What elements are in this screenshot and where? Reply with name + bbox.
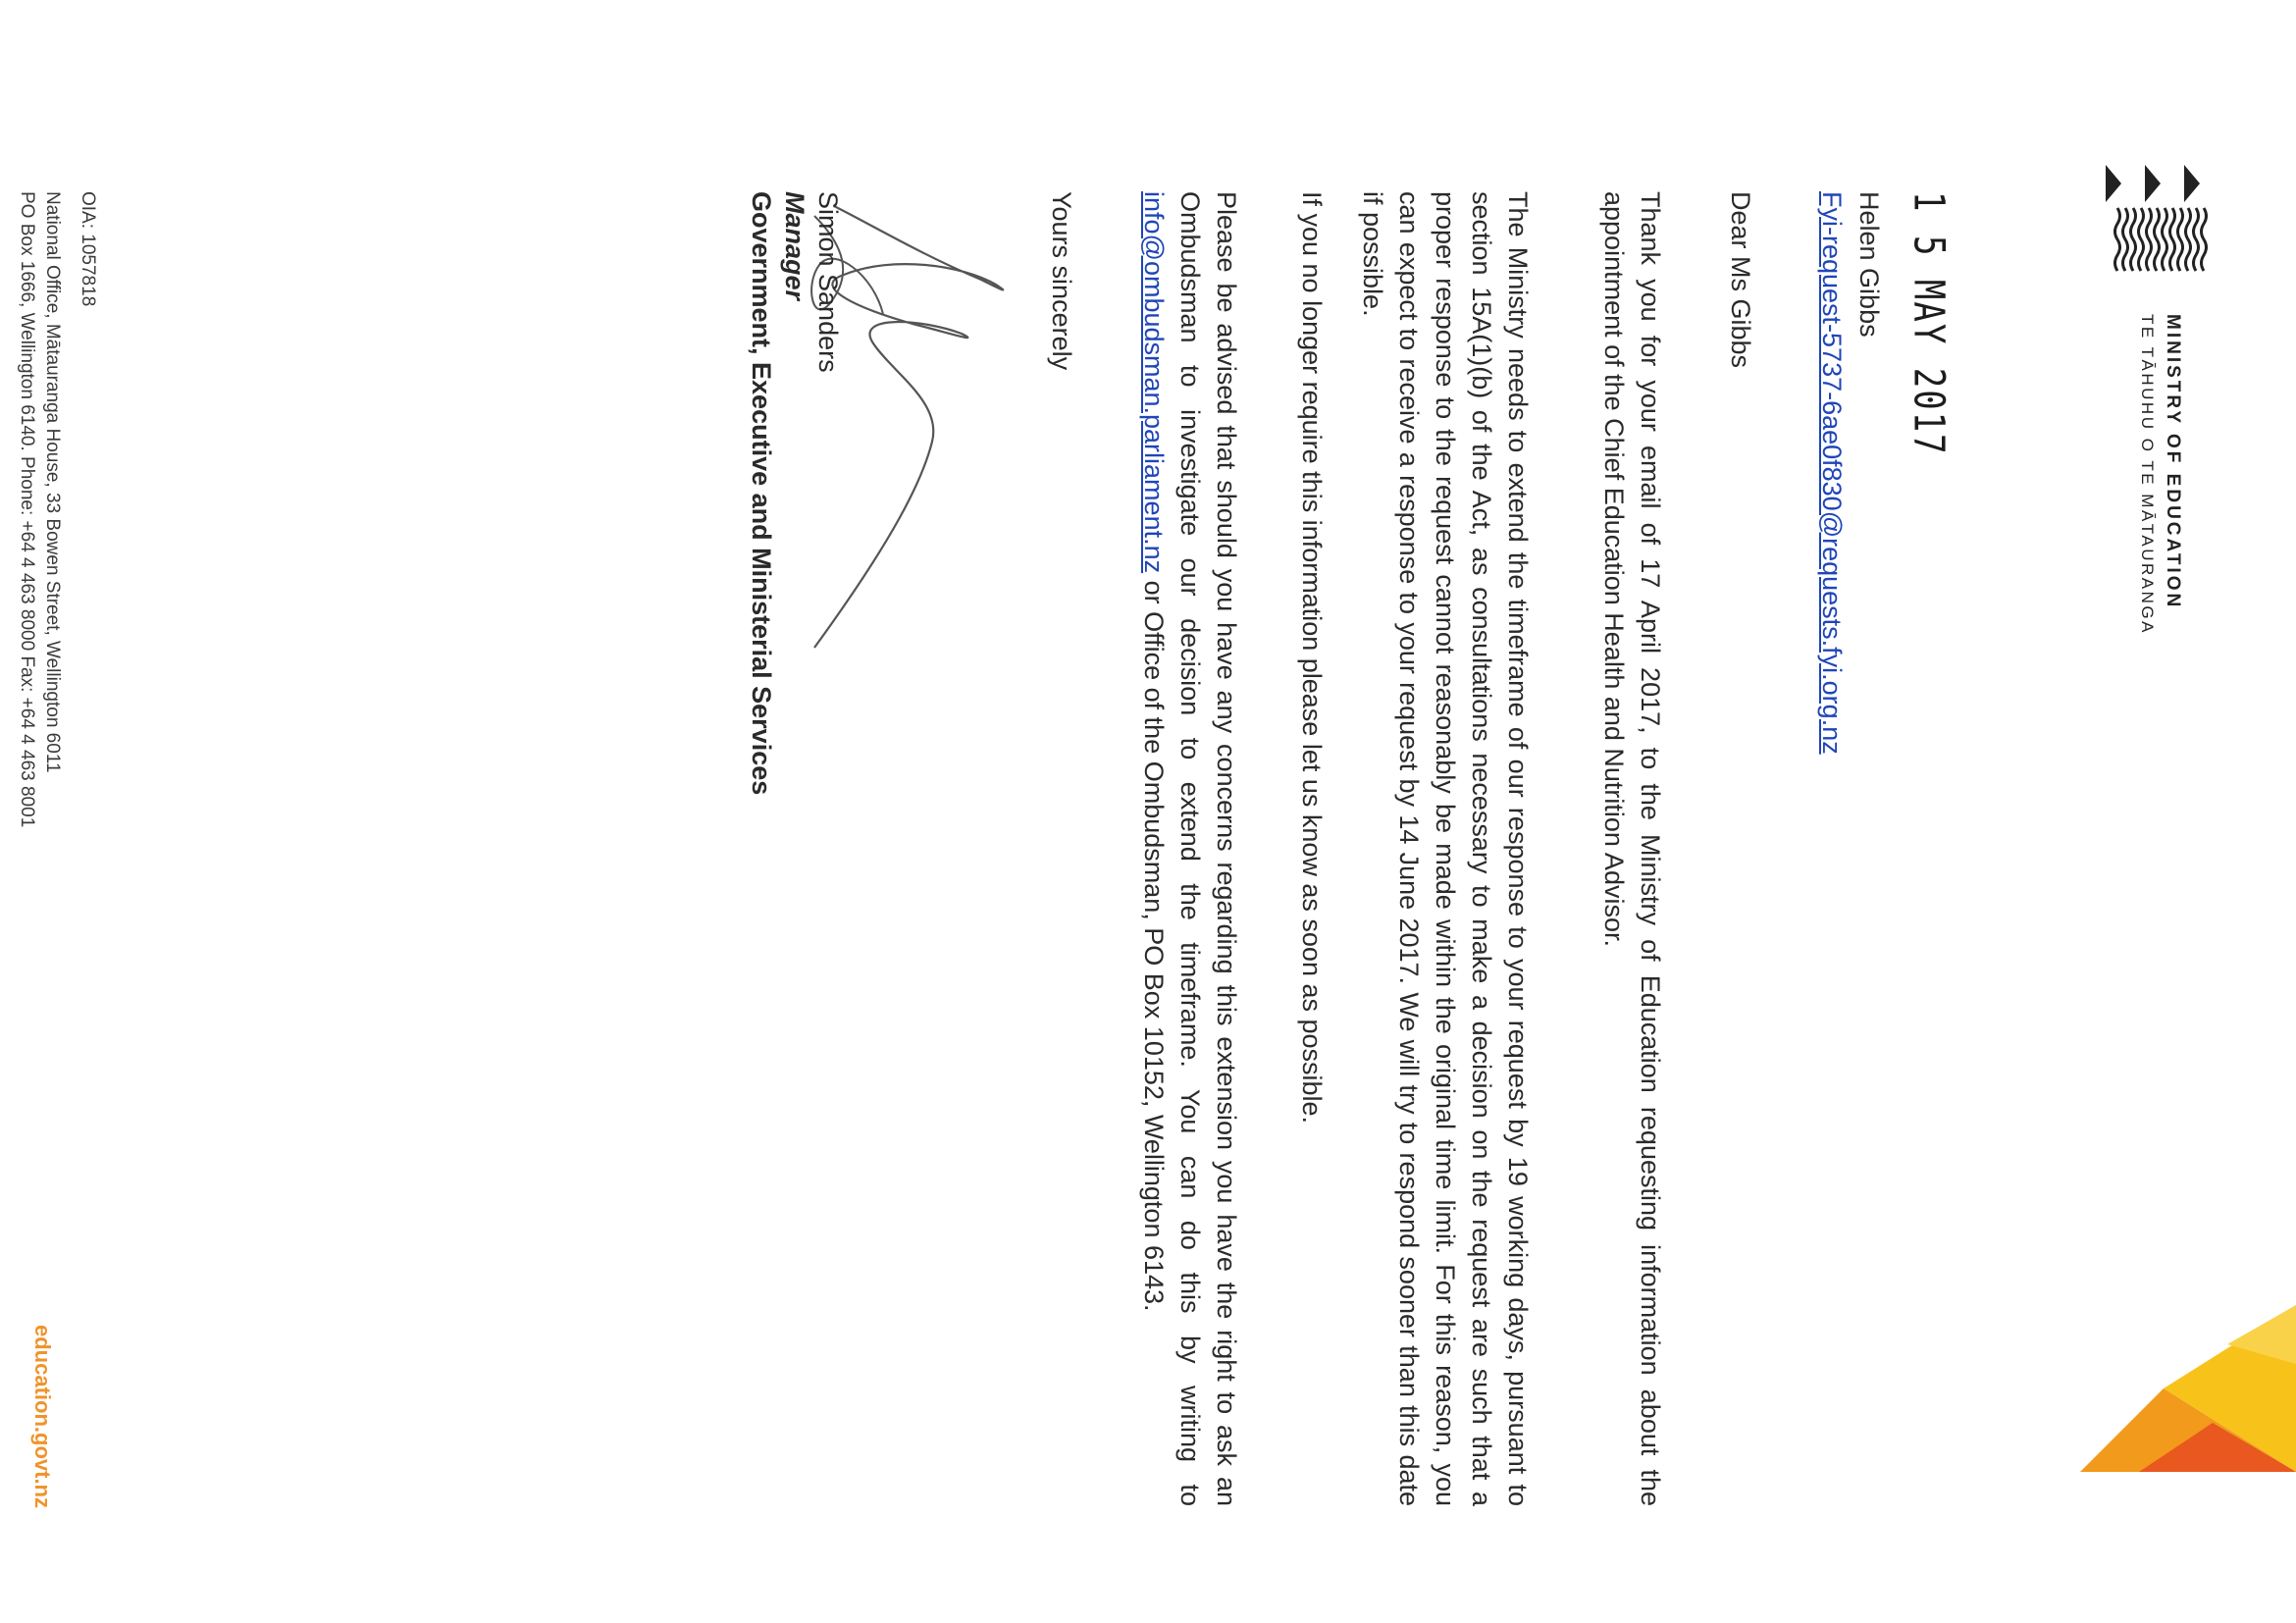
website-link[interactable]: education.govt.nz (30, 1325, 55, 1508)
recipient-email-link[interactable]: Fyi-request-5737-6ae0f830@requests.fyi.org.nz (1817, 191, 1847, 755)
paragraph-4-text-end: or Office of the Ombudsman, PO Box 10152, Wellington 6143. (1139, 573, 1169, 1312)
signatory-name: Simon Sanders (813, 191, 843, 373)
ministry-crest-icon (2086, 157, 2243, 314)
paragraph-4-text-start: Please be advised that should you have any concerns regarding this extension you have the right to ask an Ombudsman to investigate our decision to extend the timeframe. You can do this by writing to (1175, 191, 1241, 1506)
body-paragraph-4 (1135, 191, 1244, 1506)
oia-reference: OIA: 1057818 (78, 191, 98, 307)
ombudsman-email-link[interactable]: info@ombudsman.parliament.nz (1139, 191, 1169, 574)
date-stamp: 1 5 MAY 2017 (1904, 191, 1953, 456)
body-paragraph-1: Thank you for your email of 17 April 2017, to the Ministry of Education requesting information about the appointment of the Chief Education Health and Nutrition Advisor. (1599, 191, 1665, 1506)
ministry-name: MINISTRY OF EDUCATION (2163, 314, 2183, 610)
ministry-maori-name: TE TĀHUHU O TE MĀTAURANGA (2138, 314, 2157, 635)
footer-address: National Office, Mātauranga House, 33 Bowen Street, Wellington 6011 (42, 191, 63, 773)
recipient-name: Helen Gibbs (1854, 191, 1884, 338)
body-paragraph-2: The Ministry needs to extend the timeframe of our response to your request by 19 working days, pursuant to section 15A(1)(b) of the Act, as consultations necessary to make a decision on the request are such that a proper response to the request cannot reasonably be made within the original time limit. For this reason, you can expect to receive a response to your request by 14 June 2017. We will try to respond sooner than this date if possible. (1358, 191, 1533, 1506)
body-paragraph-3: If you no longer require this information please let us know as soon as possible. (1297, 191, 1327, 1125)
footer-contact: PO Box 1666, Wellington 6140. Phone: +64 4 463 8000 Fax: +64 4 463 8001 (17, 191, 37, 828)
signatory-department: Government, Executive and Ministerial Services (747, 191, 776, 796)
signatory-title: Manager (780, 191, 809, 301)
salutation: Dear Ms Gibbs (1726, 191, 1755, 369)
recipient-email-line (1813, 191, 1850, 1506)
closing: Yours sincerely (1047, 191, 1076, 371)
brand-triangle-icon (2080, 1305, 2296, 1472)
